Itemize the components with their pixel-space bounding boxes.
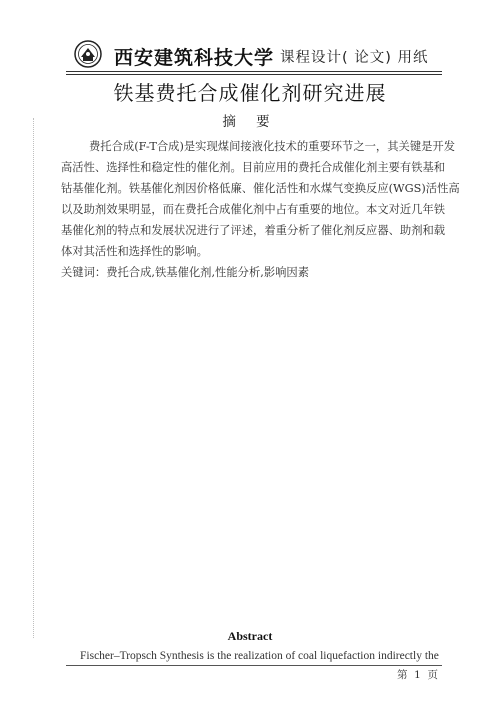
abstract-line-3: 钴基催化剂。铁基催化剂因价格低廉、催化活性和水煤气变换反应(WGS)活性高 [61,182,460,195]
footer-rule [66,665,442,666]
keywords-value: 费托合成,铁基催化剂,性能分析,影响因素 [106,266,310,279]
document-type-label: 课程设计( 论文) 用纸 [280,50,429,66]
abstract-line-4: 以及助剂效果明显，而在费托合成催化剂中占有重要的地位。本文对近几年铁 [61,203,446,216]
keywords-label: 关键词： [61,266,107,279]
keywords-line [61,264,309,280]
english-abstract-line-1: Fischer–Tropsch Synthesis is the realization of coal liquefaction indirectly the [80,650,439,662]
abstract-line-5: 基催化剂的特点和发展状况进行了评述，着重分析了催化剂反应器、助剂和载 [61,224,446,237]
abstract-line-2: 高活性、选择性和稳定性的催化剂。目前应用的费托合成催化剂主要有铁基和 [61,161,446,174]
english-abstract-heading: Abstract [227,629,273,643]
page-header [74,40,430,70]
binding-line [33,118,34,638]
university-name: 西安建筑科技大学 [114,47,275,69]
abstract-line-1: 费托合成(F-T合成)是实现煤间接液化技术的重要环节之一，其关键是开发 [89,140,456,153]
abstract-heading: 摘 要 [222,114,278,130]
abstract-line-6: 体对其活性和选择性的影响。 [61,245,208,258]
document-title: 铁基费托合成催化剂研究进展 [113,81,387,105]
university-seal-logo [74,40,102,68]
page-number: 第 1 页 [397,669,439,681]
header-rule-thick [66,71,442,72]
header-rule-thin [66,74,442,75]
